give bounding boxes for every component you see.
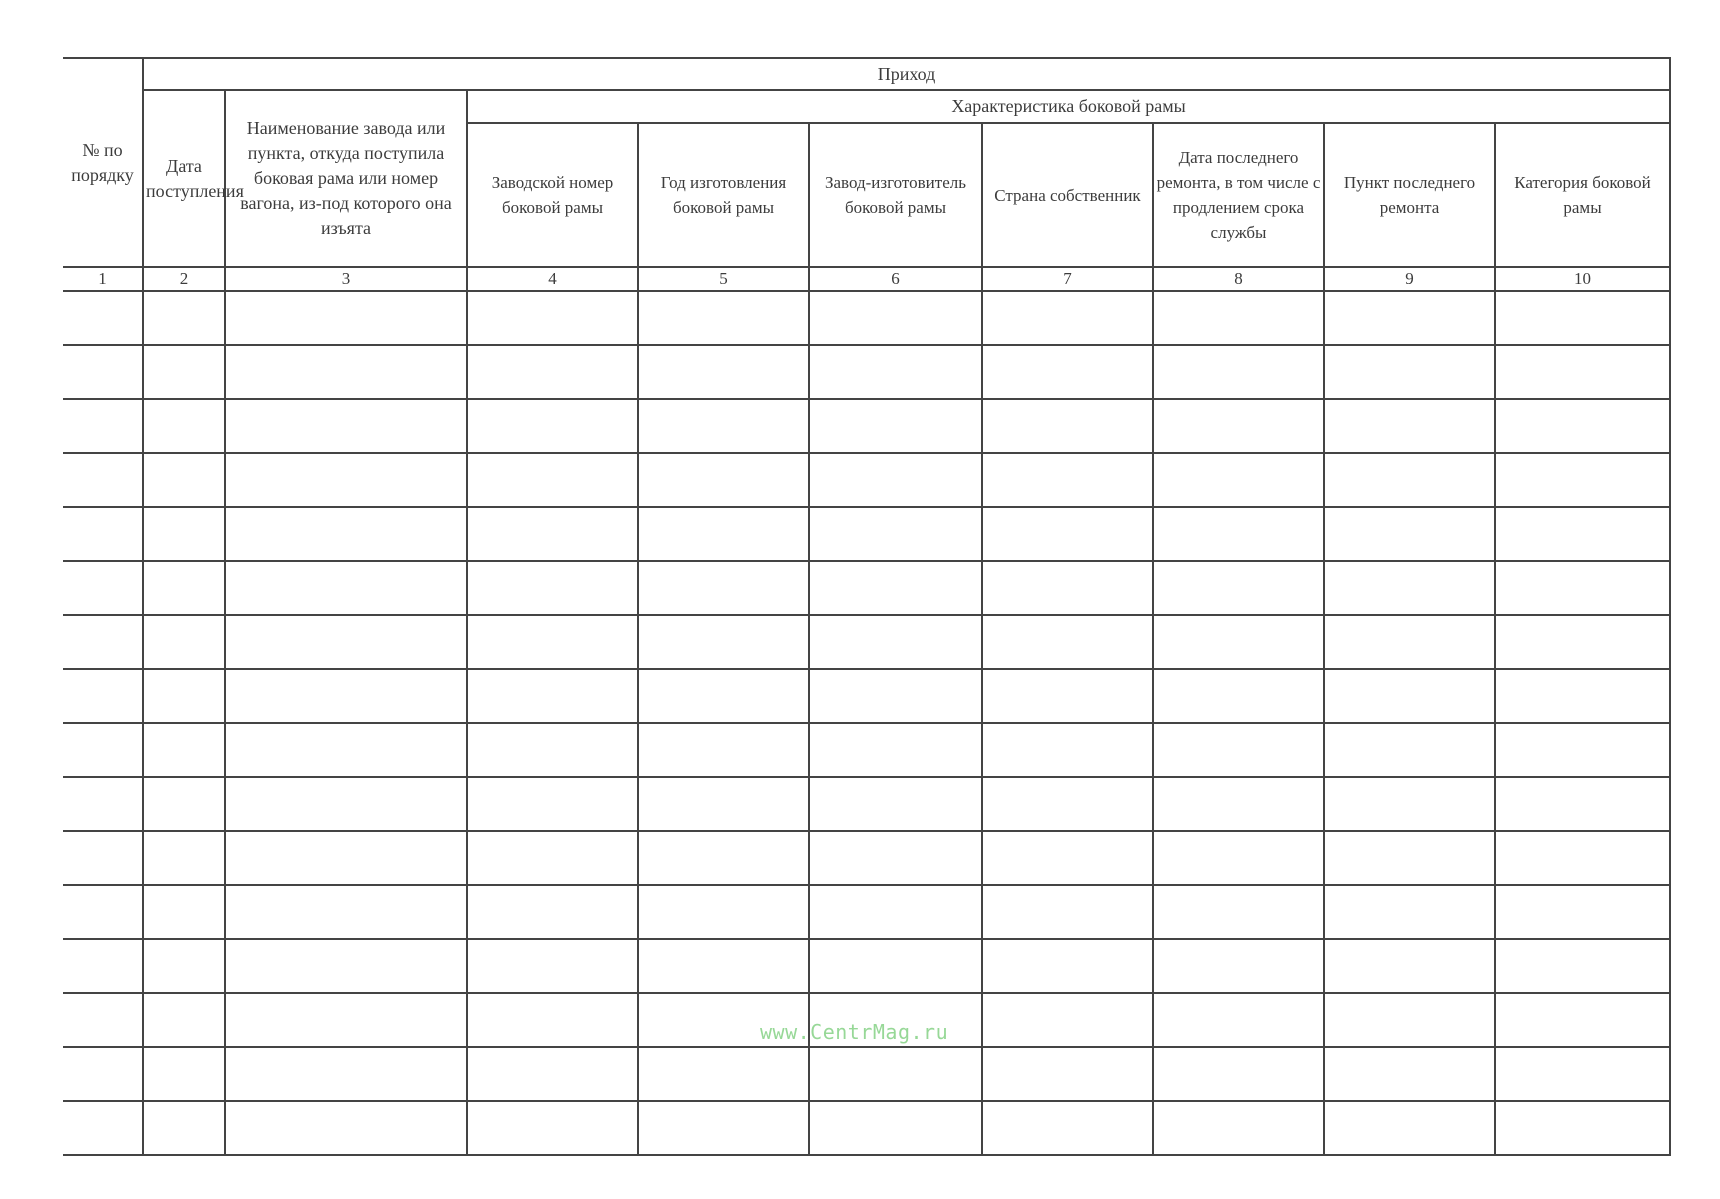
table-row	[63, 777, 1670, 831]
table-row	[63, 1047, 1670, 1101]
table-cell	[982, 993, 1153, 1047]
table-cell	[467, 939, 638, 993]
table-cell	[143, 993, 225, 1047]
table-cell	[1153, 831, 1324, 885]
watermark: www.CentrMag.ru	[760, 1020, 949, 1044]
table-cell	[63, 831, 143, 885]
table-cell	[638, 453, 809, 507]
ledger-table	[63, 57, 1671, 1156]
table-cell	[467, 777, 638, 831]
table-cell	[467, 561, 638, 615]
table-cell	[982, 453, 1153, 507]
table-cell	[225, 345, 467, 399]
table-cell	[63, 561, 143, 615]
table-cell	[225, 993, 467, 1047]
col-header-9: Пункт последнего ремонта	[1324, 123, 1495, 267]
table-cell	[1324, 669, 1495, 723]
col-number-1: 1	[63, 267, 143, 291]
table-cell	[638, 885, 809, 939]
table-cell	[1324, 1101, 1495, 1155]
table-cell	[467, 615, 638, 669]
table-cell	[638, 831, 809, 885]
table-cell	[638, 561, 809, 615]
table-cell	[1324, 453, 1495, 507]
table-cell	[63, 399, 143, 453]
table-cell	[1495, 939, 1670, 993]
table-cell	[809, 1047, 982, 1101]
table-row	[63, 615, 1670, 669]
table-cell	[1324, 723, 1495, 777]
col-header-8: Дата последнего ремонта, в том числе с продлением срока службы	[1153, 123, 1324, 267]
col-header-1: № по порядку	[63, 58, 143, 267]
table-cell	[1495, 669, 1670, 723]
table-cell	[809, 615, 982, 669]
table-cell	[63, 1047, 143, 1101]
table-cell	[225, 291, 467, 345]
table-cell	[638, 939, 809, 993]
table-cell	[1153, 669, 1324, 723]
table-cell	[982, 507, 1153, 561]
col-number-5: 5	[638, 267, 809, 291]
table-cell	[982, 561, 1153, 615]
table-cell	[1153, 453, 1324, 507]
table-cell	[1153, 993, 1324, 1047]
table-cell	[1495, 993, 1670, 1047]
column-number-row	[63, 267, 1670, 291]
table-cell	[1153, 885, 1324, 939]
table-cell	[1153, 723, 1324, 777]
table-cell	[638, 345, 809, 399]
table-cell	[1324, 507, 1495, 561]
table-cell	[809, 561, 982, 615]
table-cell	[63, 345, 143, 399]
table-cell	[225, 831, 467, 885]
col-header-2: Дата поступления	[143, 90, 225, 267]
table-cell	[638, 777, 809, 831]
table-cell	[63, 993, 143, 1047]
table-cell	[809, 939, 982, 993]
table-cell	[143, 453, 225, 507]
col-number-3: 3	[225, 267, 467, 291]
col-number-10: 10	[1495, 267, 1670, 291]
table-cell	[809, 291, 982, 345]
table-cell	[809, 723, 982, 777]
table-cell	[982, 669, 1153, 723]
table-row	[63, 345, 1670, 399]
table-cell	[1153, 939, 1324, 993]
table-cell	[1495, 345, 1670, 399]
table-cell	[1153, 777, 1324, 831]
table-cell	[143, 939, 225, 993]
table-cell	[809, 507, 982, 561]
col-header-4: Заводской номер боковой рамы	[467, 123, 638, 267]
table-cell	[225, 453, 467, 507]
table-cell	[1495, 723, 1670, 777]
table-cell	[63, 885, 143, 939]
table-cell	[143, 291, 225, 345]
table-cell	[809, 453, 982, 507]
table-cell	[143, 399, 225, 453]
table-cell	[467, 993, 638, 1047]
table-row	[63, 453, 1670, 507]
table-row	[63, 669, 1670, 723]
table-cell	[1495, 885, 1670, 939]
col-header-5: Год изготовления боковой рамы	[638, 123, 809, 267]
table-cell	[1153, 291, 1324, 345]
table-cell	[143, 885, 225, 939]
table-cell	[982, 291, 1153, 345]
col-header-10: Категория боковой рамы	[1495, 123, 1670, 267]
table-cell	[225, 1047, 467, 1101]
table-cell	[1495, 615, 1670, 669]
table-cell	[467, 399, 638, 453]
table-cell	[1495, 1101, 1670, 1155]
table-cell	[638, 615, 809, 669]
table-cell	[467, 453, 638, 507]
table-row	[63, 561, 1670, 615]
table-cell	[63, 1101, 143, 1155]
table-cell	[1324, 291, 1495, 345]
table-cell	[1153, 399, 1324, 453]
table-cell	[143, 831, 225, 885]
table-cell	[1153, 1101, 1324, 1155]
table-cell	[63, 615, 143, 669]
table-cell	[809, 777, 982, 831]
table-cell	[638, 507, 809, 561]
table-cell	[1324, 777, 1495, 831]
group-header-prikhod: Приход	[143, 58, 1670, 90]
table-cell	[982, 1047, 1153, 1101]
table-cell	[467, 885, 638, 939]
table-cell	[809, 831, 982, 885]
table-row	[63, 831, 1670, 885]
table-cell	[638, 1047, 809, 1101]
table-cell	[143, 561, 225, 615]
table-cell	[143, 507, 225, 561]
table-row	[63, 399, 1670, 453]
table-cell	[1495, 777, 1670, 831]
table-cell	[809, 669, 982, 723]
table-cell	[225, 399, 467, 453]
table-cell	[467, 669, 638, 723]
table-cell	[1324, 1047, 1495, 1101]
table-cell	[982, 345, 1153, 399]
table-cell	[638, 399, 809, 453]
table-cell	[1153, 615, 1324, 669]
table-cell	[1495, 291, 1670, 345]
col-number-6: 6	[809, 267, 982, 291]
table-cell	[982, 399, 1153, 453]
table-cell	[809, 345, 982, 399]
table-cell	[467, 345, 638, 399]
table-cell	[225, 939, 467, 993]
table-cell	[1495, 1047, 1670, 1101]
table-cell	[982, 831, 1153, 885]
table-cell	[1495, 507, 1670, 561]
table-cell	[143, 1047, 225, 1101]
table-row	[63, 507, 1670, 561]
table-cell	[467, 1047, 638, 1101]
table-cell	[638, 1101, 809, 1155]
col-number-9: 9	[1324, 267, 1495, 291]
table-cell	[982, 885, 1153, 939]
table-row	[63, 939, 1670, 993]
table-cell	[225, 777, 467, 831]
table-cell	[1324, 345, 1495, 399]
table-cell	[143, 669, 225, 723]
table-cell	[143, 777, 225, 831]
col-number-2: 2	[143, 267, 225, 291]
table-cell	[225, 885, 467, 939]
table-row	[63, 723, 1670, 777]
col-header-6: Завод-изготовитель боковой рамы	[809, 123, 982, 267]
table-cell	[1153, 1047, 1324, 1101]
table-row	[63, 291, 1670, 345]
table-cell	[225, 669, 467, 723]
table-cell	[809, 885, 982, 939]
table-cell	[638, 669, 809, 723]
table-cell	[1324, 615, 1495, 669]
table-cell	[225, 561, 467, 615]
table-cell	[1153, 561, 1324, 615]
table-cell	[982, 939, 1153, 993]
table-cell	[1324, 561, 1495, 615]
table-cell	[982, 723, 1153, 777]
table-cell	[63, 939, 143, 993]
table-cell	[143, 345, 225, 399]
table-cell	[1495, 453, 1670, 507]
table-cell	[225, 1101, 467, 1155]
table-cell	[63, 723, 143, 777]
table-cell	[1495, 399, 1670, 453]
table-cell	[143, 1101, 225, 1155]
col-number-8: 8	[1153, 267, 1324, 291]
table-cell	[1153, 507, 1324, 561]
table-cell	[638, 723, 809, 777]
table-cell	[467, 1101, 638, 1155]
col-number-7: 7	[982, 267, 1153, 291]
table-cell	[63, 507, 143, 561]
table-cell	[467, 507, 638, 561]
subgroup-header-frame: Характеристика боковой рамы	[467, 90, 1670, 123]
table-cell	[467, 831, 638, 885]
table-cell	[982, 1101, 1153, 1155]
table-cell	[467, 291, 638, 345]
col-header-7: Страна собственник	[982, 123, 1153, 267]
table-cell	[638, 291, 809, 345]
table-cell	[1324, 993, 1495, 1047]
table-cell	[1324, 885, 1495, 939]
table-cell	[63, 453, 143, 507]
col-number-4: 4	[467, 267, 638, 291]
table-cell	[982, 777, 1153, 831]
table-cell	[225, 723, 467, 777]
table-cell	[1153, 345, 1324, 399]
col-header-3: Наименование завода или пункта, откуда поступила боковая рама или номер вагона, из-под которого она изъята	[225, 90, 467, 267]
table-cell	[1495, 831, 1670, 885]
table-cell	[982, 615, 1153, 669]
table-row	[63, 1101, 1670, 1155]
table-row	[63, 885, 1670, 939]
table-cell	[1324, 399, 1495, 453]
table-cell	[1495, 561, 1670, 615]
table-cell	[1324, 831, 1495, 885]
table-cell	[809, 399, 982, 453]
table-cell	[225, 507, 467, 561]
table-cell	[63, 291, 143, 345]
table-cell	[143, 615, 225, 669]
table-cell	[63, 777, 143, 831]
table-cell	[225, 615, 467, 669]
table-cell	[63, 669, 143, 723]
table-cell	[143, 723, 225, 777]
table-cell	[1324, 939, 1495, 993]
table-cell	[467, 723, 638, 777]
table-cell	[809, 1101, 982, 1155]
